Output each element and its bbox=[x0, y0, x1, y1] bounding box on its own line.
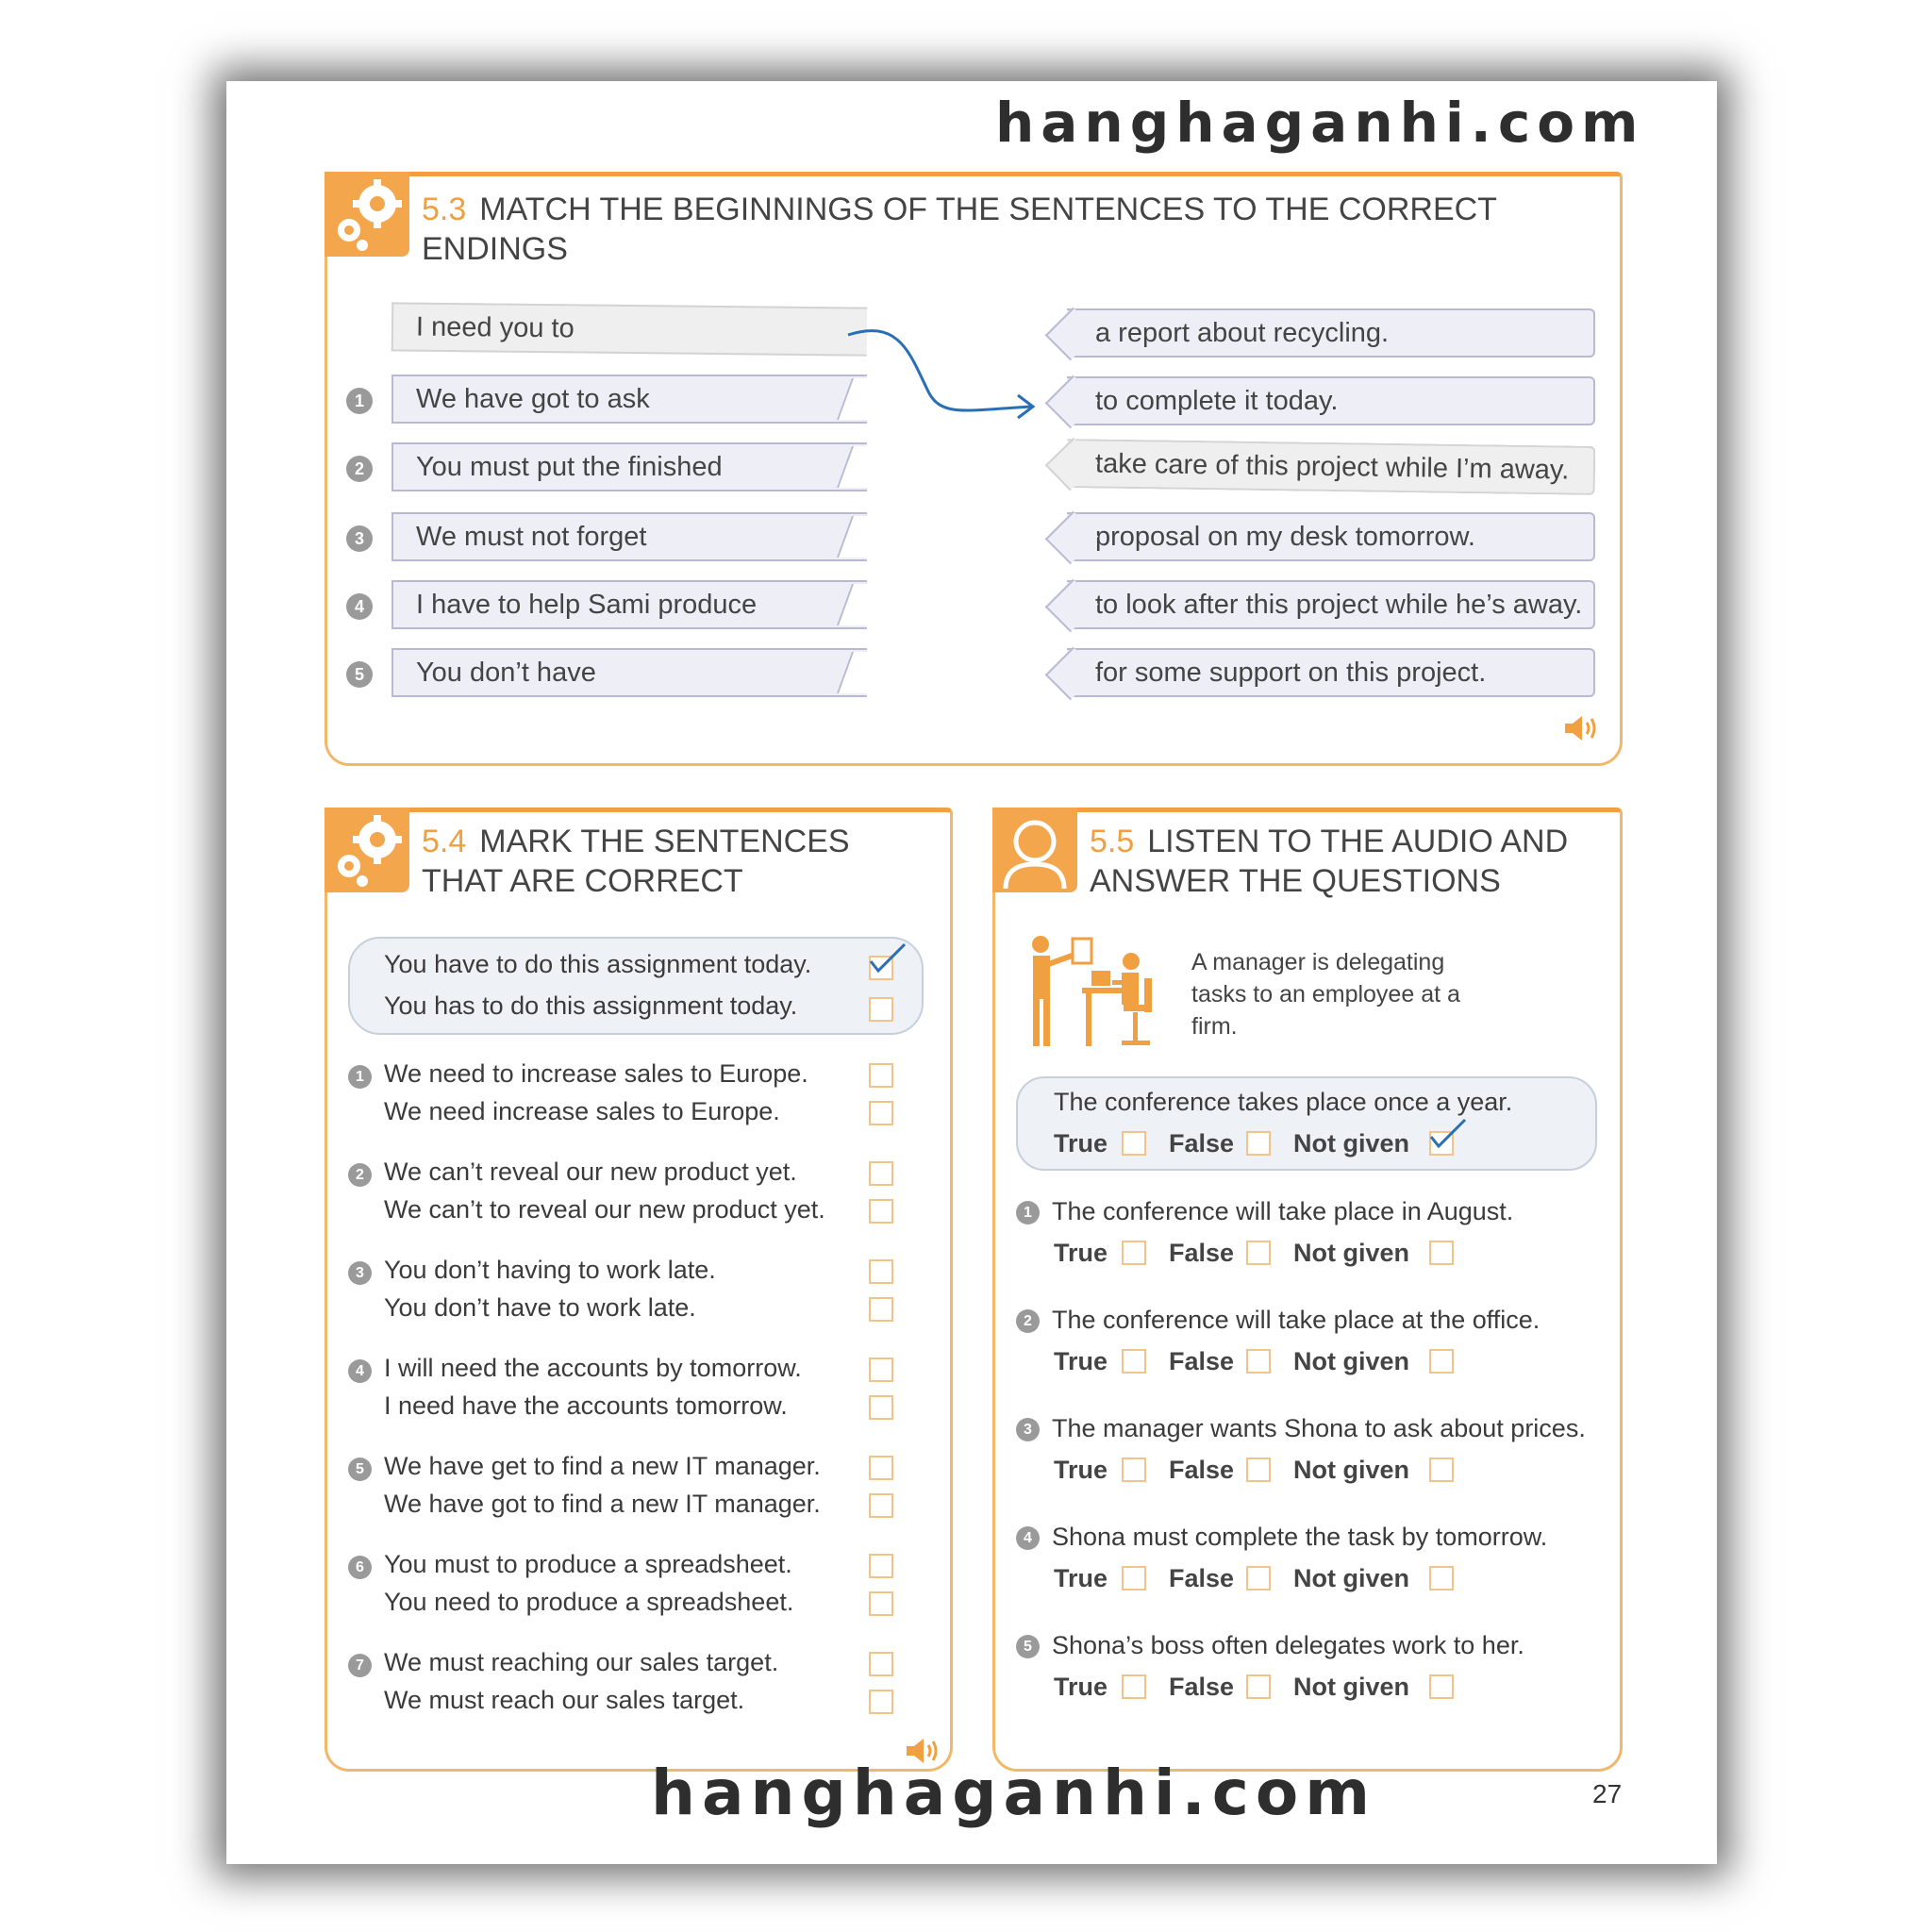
speaker-icon[interactable] bbox=[1561, 712, 1599, 744]
match-left-5[interactable]: You don’t have bbox=[391, 648, 867, 697]
checkbox-false[interactable] bbox=[1246, 1457, 1271, 1482]
number-badge: 4 bbox=[1016, 1526, 1040, 1550]
page-number: 27 bbox=[1592, 1779, 1623, 1808]
gears-icon bbox=[325, 172, 409, 257]
number-badge: 3 bbox=[346, 525, 373, 552]
sentence-option-b: We have got to find a new IT manager. bbox=[384, 1490, 821, 1518]
number-badge: 1 bbox=[1016, 1201, 1040, 1224]
option-not-given-label: Not given bbox=[1293, 1347, 1410, 1375]
match-right-example: take care of this project while I’m away. bbox=[1067, 439, 1596, 495]
option-not-given-label: Not given bbox=[1293, 1239, 1410, 1267]
exercise-5-5 bbox=[992, 808, 1623, 1772]
sentence-option-a: We must reaching our sales target. bbox=[384, 1648, 779, 1676]
checkbox-a[interactable] bbox=[869, 1357, 893, 1382]
number-badge: 2 bbox=[348, 1163, 372, 1187]
number-badge: 7 bbox=[348, 1654, 372, 1677]
exercise-title: 5.4 MARK THE SENTENCES THAT ARE CORRECT bbox=[422, 824, 850, 899]
checkbox-not-given[interactable] bbox=[1429, 1349, 1454, 1374]
checkbox-not-given[interactable] bbox=[1429, 1241, 1454, 1265]
number-badge: 6 bbox=[348, 1556, 372, 1579]
exercise-title: 5.5 LISTEN TO THE AUDIO AND ANSWER THE QUESTIONS bbox=[1090, 824, 1569, 899]
checkbox-a[interactable] bbox=[869, 1456, 893, 1480]
checkbox-not-given[interactable] bbox=[1429, 1457, 1454, 1482]
checkbox-true bbox=[1122, 1131, 1146, 1156]
checkbox-b[interactable] bbox=[869, 1101, 893, 1125]
option-true-label: True bbox=[1054, 1564, 1108, 1592]
number-badge: 4 bbox=[346, 593, 373, 620]
checkbox-a[interactable] bbox=[869, 1554, 893, 1578]
option-false-label: False bbox=[1169, 1239, 1235, 1267]
checkbox-b[interactable] bbox=[869, 1199, 893, 1224]
checkbox-true[interactable] bbox=[1122, 1566, 1146, 1591]
checkbox-not-given[interactable] bbox=[1429, 1674, 1454, 1699]
number-badge: 1 bbox=[346, 388, 373, 414]
number-badge: 5 bbox=[348, 1457, 372, 1481]
match-right-1[interactable]: a report about recycling. bbox=[1067, 308, 1595, 358]
sentence-option-b: We must reach our sales target. bbox=[384, 1686, 745, 1714]
number-badge: 5 bbox=[346, 661, 373, 688]
sentence-option-a: We need to increase sales to Europe. bbox=[384, 1059, 808, 1088]
checkbox-b[interactable] bbox=[869, 1591, 893, 1616]
sentence-option-a: We have get to find a new IT manager. bbox=[384, 1452, 821, 1480]
match-right-4[interactable]: to look after this project while he’s away. bbox=[1067, 580, 1595, 629]
question-text: The conference will take place in August. bbox=[1052, 1197, 1514, 1225]
sentence-option-b: We need increase sales to Europe. bbox=[384, 1097, 780, 1125]
checkbox-false[interactable] bbox=[1246, 1566, 1271, 1591]
question-text: The manager wants Shona to ask about prices. bbox=[1052, 1414, 1586, 1442]
checkmark-icon bbox=[867, 941, 908, 974]
option-false-label: False bbox=[1169, 1347, 1235, 1375]
checkbox-a[interactable] bbox=[869, 1063, 893, 1088]
number-badge: 3 bbox=[348, 1261, 372, 1285]
example-sentence-a: You have to do this assignment today. bbox=[384, 950, 812, 978]
checkbox-false[interactable] bbox=[1246, 1241, 1271, 1265]
option-not-given-label: Not given bbox=[1293, 1456, 1410, 1484]
arrow-icon bbox=[844, 261, 1061, 422]
checkbox-b[interactable] bbox=[869, 1690, 893, 1714]
match-right-2[interactable]: to complete it today. bbox=[1067, 376, 1595, 425]
checkbox-true[interactable] bbox=[1122, 1457, 1146, 1482]
number-badge: 5 bbox=[1016, 1635, 1040, 1658]
checkbox-b[interactable] bbox=[869, 1297, 893, 1322]
option-false-label: False bbox=[1169, 1564, 1235, 1592]
sentence-option-b: We can’t to reveal our new product yet. bbox=[384, 1195, 825, 1224]
manager-employee-illustration bbox=[1020, 933, 1171, 1056]
gears-icon bbox=[325, 808, 409, 892]
match-right-3[interactable]: proposal on my desk tomorrow. bbox=[1067, 512, 1595, 561]
sentence-option-b: You don’t have to work late. bbox=[384, 1293, 696, 1322]
person-head-icon bbox=[992, 808, 1077, 892]
checkbox-false bbox=[1246, 1131, 1271, 1156]
number-badge: 1 bbox=[348, 1065, 372, 1089]
checkbox-false[interactable] bbox=[1246, 1349, 1271, 1374]
match-left-example: I need you to bbox=[391, 302, 868, 356]
number-badge: 2 bbox=[346, 456, 373, 482]
match-left-3[interactable]: We must not forget bbox=[391, 512, 867, 561]
question-text: Shona’s boss often delegates work to her. bbox=[1052, 1631, 1524, 1659]
number-badge: 4 bbox=[348, 1359, 372, 1383]
option-true-label: True bbox=[1054, 1673, 1108, 1701]
option-not-given-label: Not given bbox=[1293, 1129, 1410, 1158]
option-false-label: False bbox=[1169, 1456, 1235, 1484]
sentence-option-a: You must to produce a spreadsheet. bbox=[384, 1550, 792, 1578]
option-true-label: True bbox=[1054, 1347, 1108, 1375]
option-not-given-label: Not given bbox=[1293, 1673, 1410, 1701]
checkbox-example-b bbox=[869, 997, 893, 1022]
match-right-5[interactable]: for some support on this project. bbox=[1067, 648, 1595, 697]
checkbox-true[interactable] bbox=[1122, 1349, 1146, 1374]
option-not-given-label: Not given bbox=[1293, 1564, 1410, 1592]
checkbox-true[interactable] bbox=[1122, 1241, 1146, 1265]
watermark-top: hanghaganhi.com bbox=[995, 91, 1645, 155]
sentence-option-a: We can’t reveal our new product yet. bbox=[384, 1158, 797, 1186]
option-false-label: False bbox=[1169, 1129, 1235, 1158]
option-false-label: False bbox=[1169, 1673, 1235, 1701]
option-true-label: True bbox=[1054, 1129, 1108, 1158]
number-badge: 2 bbox=[1016, 1309, 1040, 1333]
match-left-4[interactable]: I have to help Sami produce bbox=[391, 580, 867, 629]
checkbox-false[interactable] bbox=[1246, 1674, 1271, 1699]
match-left-1[interactable]: We have got to ask bbox=[391, 375, 867, 424]
sentence-option-a: I will need the accounts by tomorrow. bbox=[384, 1354, 802, 1382]
checkbox-not-given[interactable] bbox=[1429, 1566, 1454, 1591]
exercise-title: 5.3 MATCH THE BEGINNINGS OF THE SENTENCES TO THE CORRECT ENDINGS bbox=[422, 192, 1497, 267]
match-left-2[interactable]: You must put the finished bbox=[391, 442, 867, 491]
checkmark-icon bbox=[1427, 1116, 1469, 1150]
intro-text: A manager is delegating tasks to an employee at a firm. bbox=[1191, 949, 1460, 1040]
checkbox-a[interactable] bbox=[869, 1259, 893, 1284]
question-text: The conference will take place at the office. bbox=[1052, 1306, 1541, 1334]
option-true-label: True bbox=[1054, 1239, 1108, 1267]
checkbox-b[interactable] bbox=[869, 1493, 893, 1518]
example-question: The conference takes place once a year. bbox=[1054, 1088, 1513, 1116]
option-true-label: True bbox=[1054, 1456, 1108, 1484]
checkbox-true[interactable] bbox=[1122, 1674, 1146, 1699]
question-text: Shona must complete the task by tomorrow. bbox=[1052, 1523, 1548, 1551]
sentence-option-a: You don’t having to work late. bbox=[384, 1256, 716, 1284]
sentence-option-b: You need to produce a spreadsheet. bbox=[384, 1588, 794, 1616]
watermark-bottom: hanghaganhi.com bbox=[651, 1757, 1376, 1829]
exercise-5-4 bbox=[325, 808, 953, 1772]
exercise-5-3 bbox=[325, 172, 1623, 766]
checkbox-b[interactable] bbox=[869, 1395, 893, 1420]
checkbox-a[interactable] bbox=[869, 1161, 893, 1186]
sentence-option-b: I need have the accounts tomorrow. bbox=[384, 1391, 788, 1420]
checkbox-a[interactable] bbox=[869, 1652, 893, 1676]
number-badge: 3 bbox=[1016, 1418, 1040, 1441]
example-sentence-b: You has to do this assignment today. bbox=[384, 991, 798, 1020]
